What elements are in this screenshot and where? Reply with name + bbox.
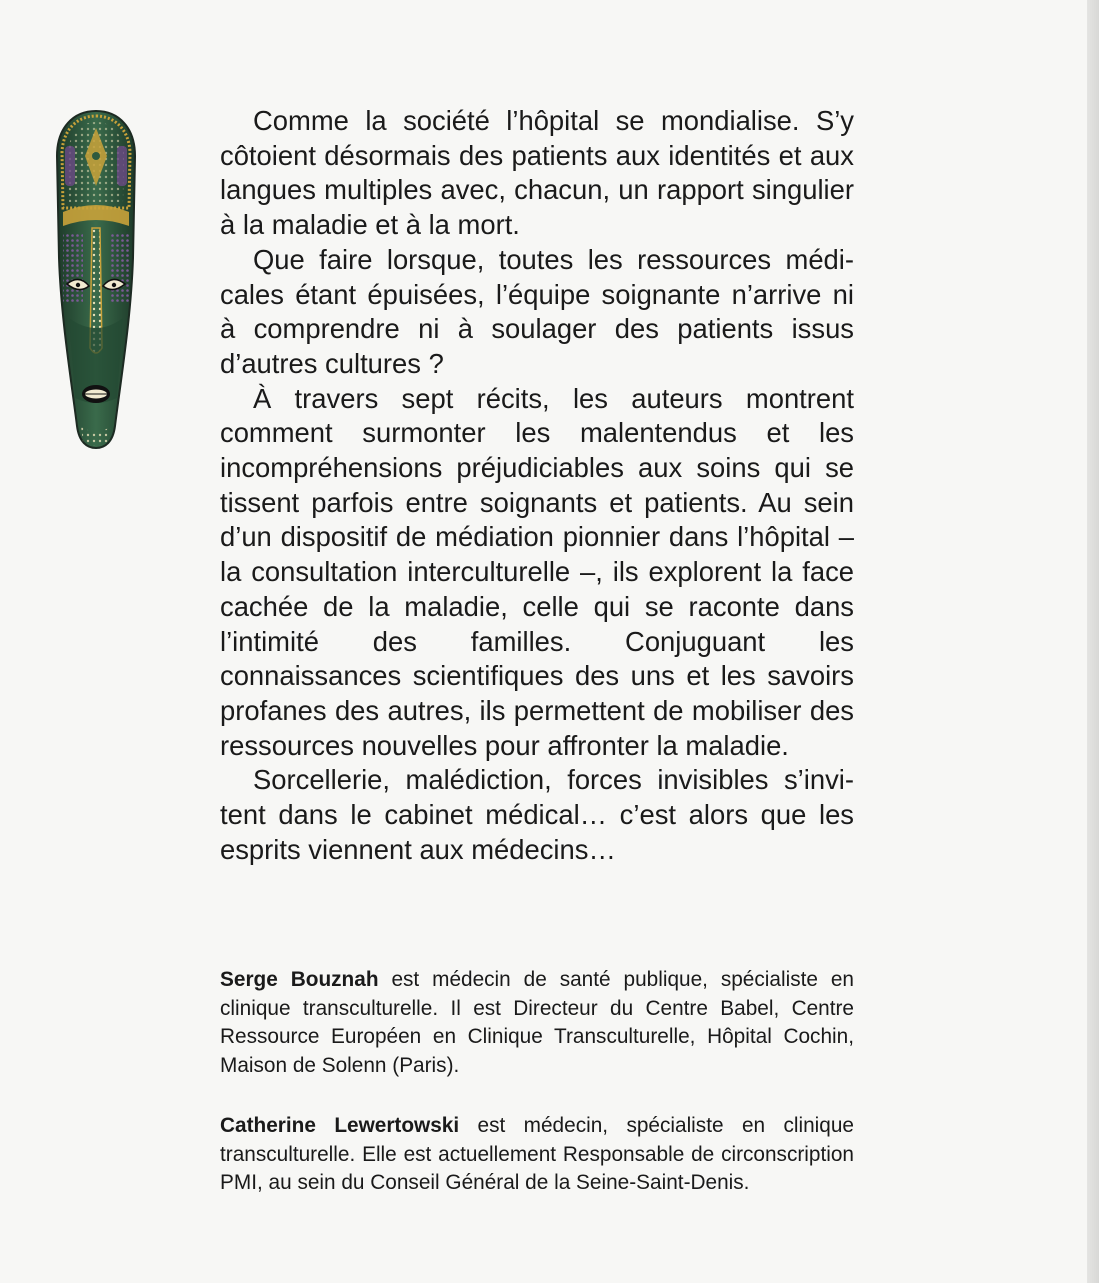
summary-paragraph-4: Sorcellerie, malédiction, forces invisibles s’invitent dans le cabinet médical… c’est alors que les esprits viennent aux médecins… bbox=[220, 764, 854, 865]
author-description-2: est médecin, spécialiste en clinique transculturelle. Elle est actuellement Responsable de circonscription PMI, au sein du Conseil Général de la Seine-Saint-Denis. bbox=[220, 1114, 854, 1195]
summary-text bbox=[220, 104, 854, 867]
author-name-1: Serge Bouznah bbox=[220, 968, 379, 991]
author-description-1: est médecin de santé publique, spécialiste en clinique transculturelle. Il est Directeur du Centre Babel, Centre Ressource Européen en Clinique Transculturelle, Hôpital Cochin, Maison de Solenn (Paris). bbox=[220, 968, 854, 1078]
author-bio-1 bbox=[220, 966, 854, 1081]
author-bio-2 bbox=[220, 1112, 854, 1198]
author-name-2: Catherine Lewertowski bbox=[220, 1114, 460, 1137]
summary-paragraph-2: Que faire lorsque, toutes les ressources médicales étant épuisées, l’équipe soignante n’arrive ni à comprendre ni à soulager des patients issus d’autres cultures ? bbox=[220, 243, 854, 379]
summary-paragraph-1: Comme la société l’hôpital se mondialise. S’y côtoient désormais des patients aux identités et aux langues multiples avec, chacun, un rapport singulier à la maladie et à la mort. bbox=[220, 105, 854, 241]
summary-paragraph-3: À travers sept récits, les auteurs montrent comment surmonter les malentendus et les incompréhensions préjudiciables aux soins qui se tissent parfois entre soignants et patients. Au sein d’un dispositif de médiation pionnier dans l’hôpital – la consultation interculturelle –, ils explorent la face cachée de la maladie, celle qui se raconte dans l’intimité des familles. Conjuguant les connaissances scientifiques des uns et les savoirs profanes des autres, ils permettent de mobiliser des ressources nouvelles pour affronter la maladie. bbox=[220, 382, 854, 761]
african-mask-icon bbox=[55, 108, 137, 450]
page-edge bbox=[1087, 0, 1099, 1283]
